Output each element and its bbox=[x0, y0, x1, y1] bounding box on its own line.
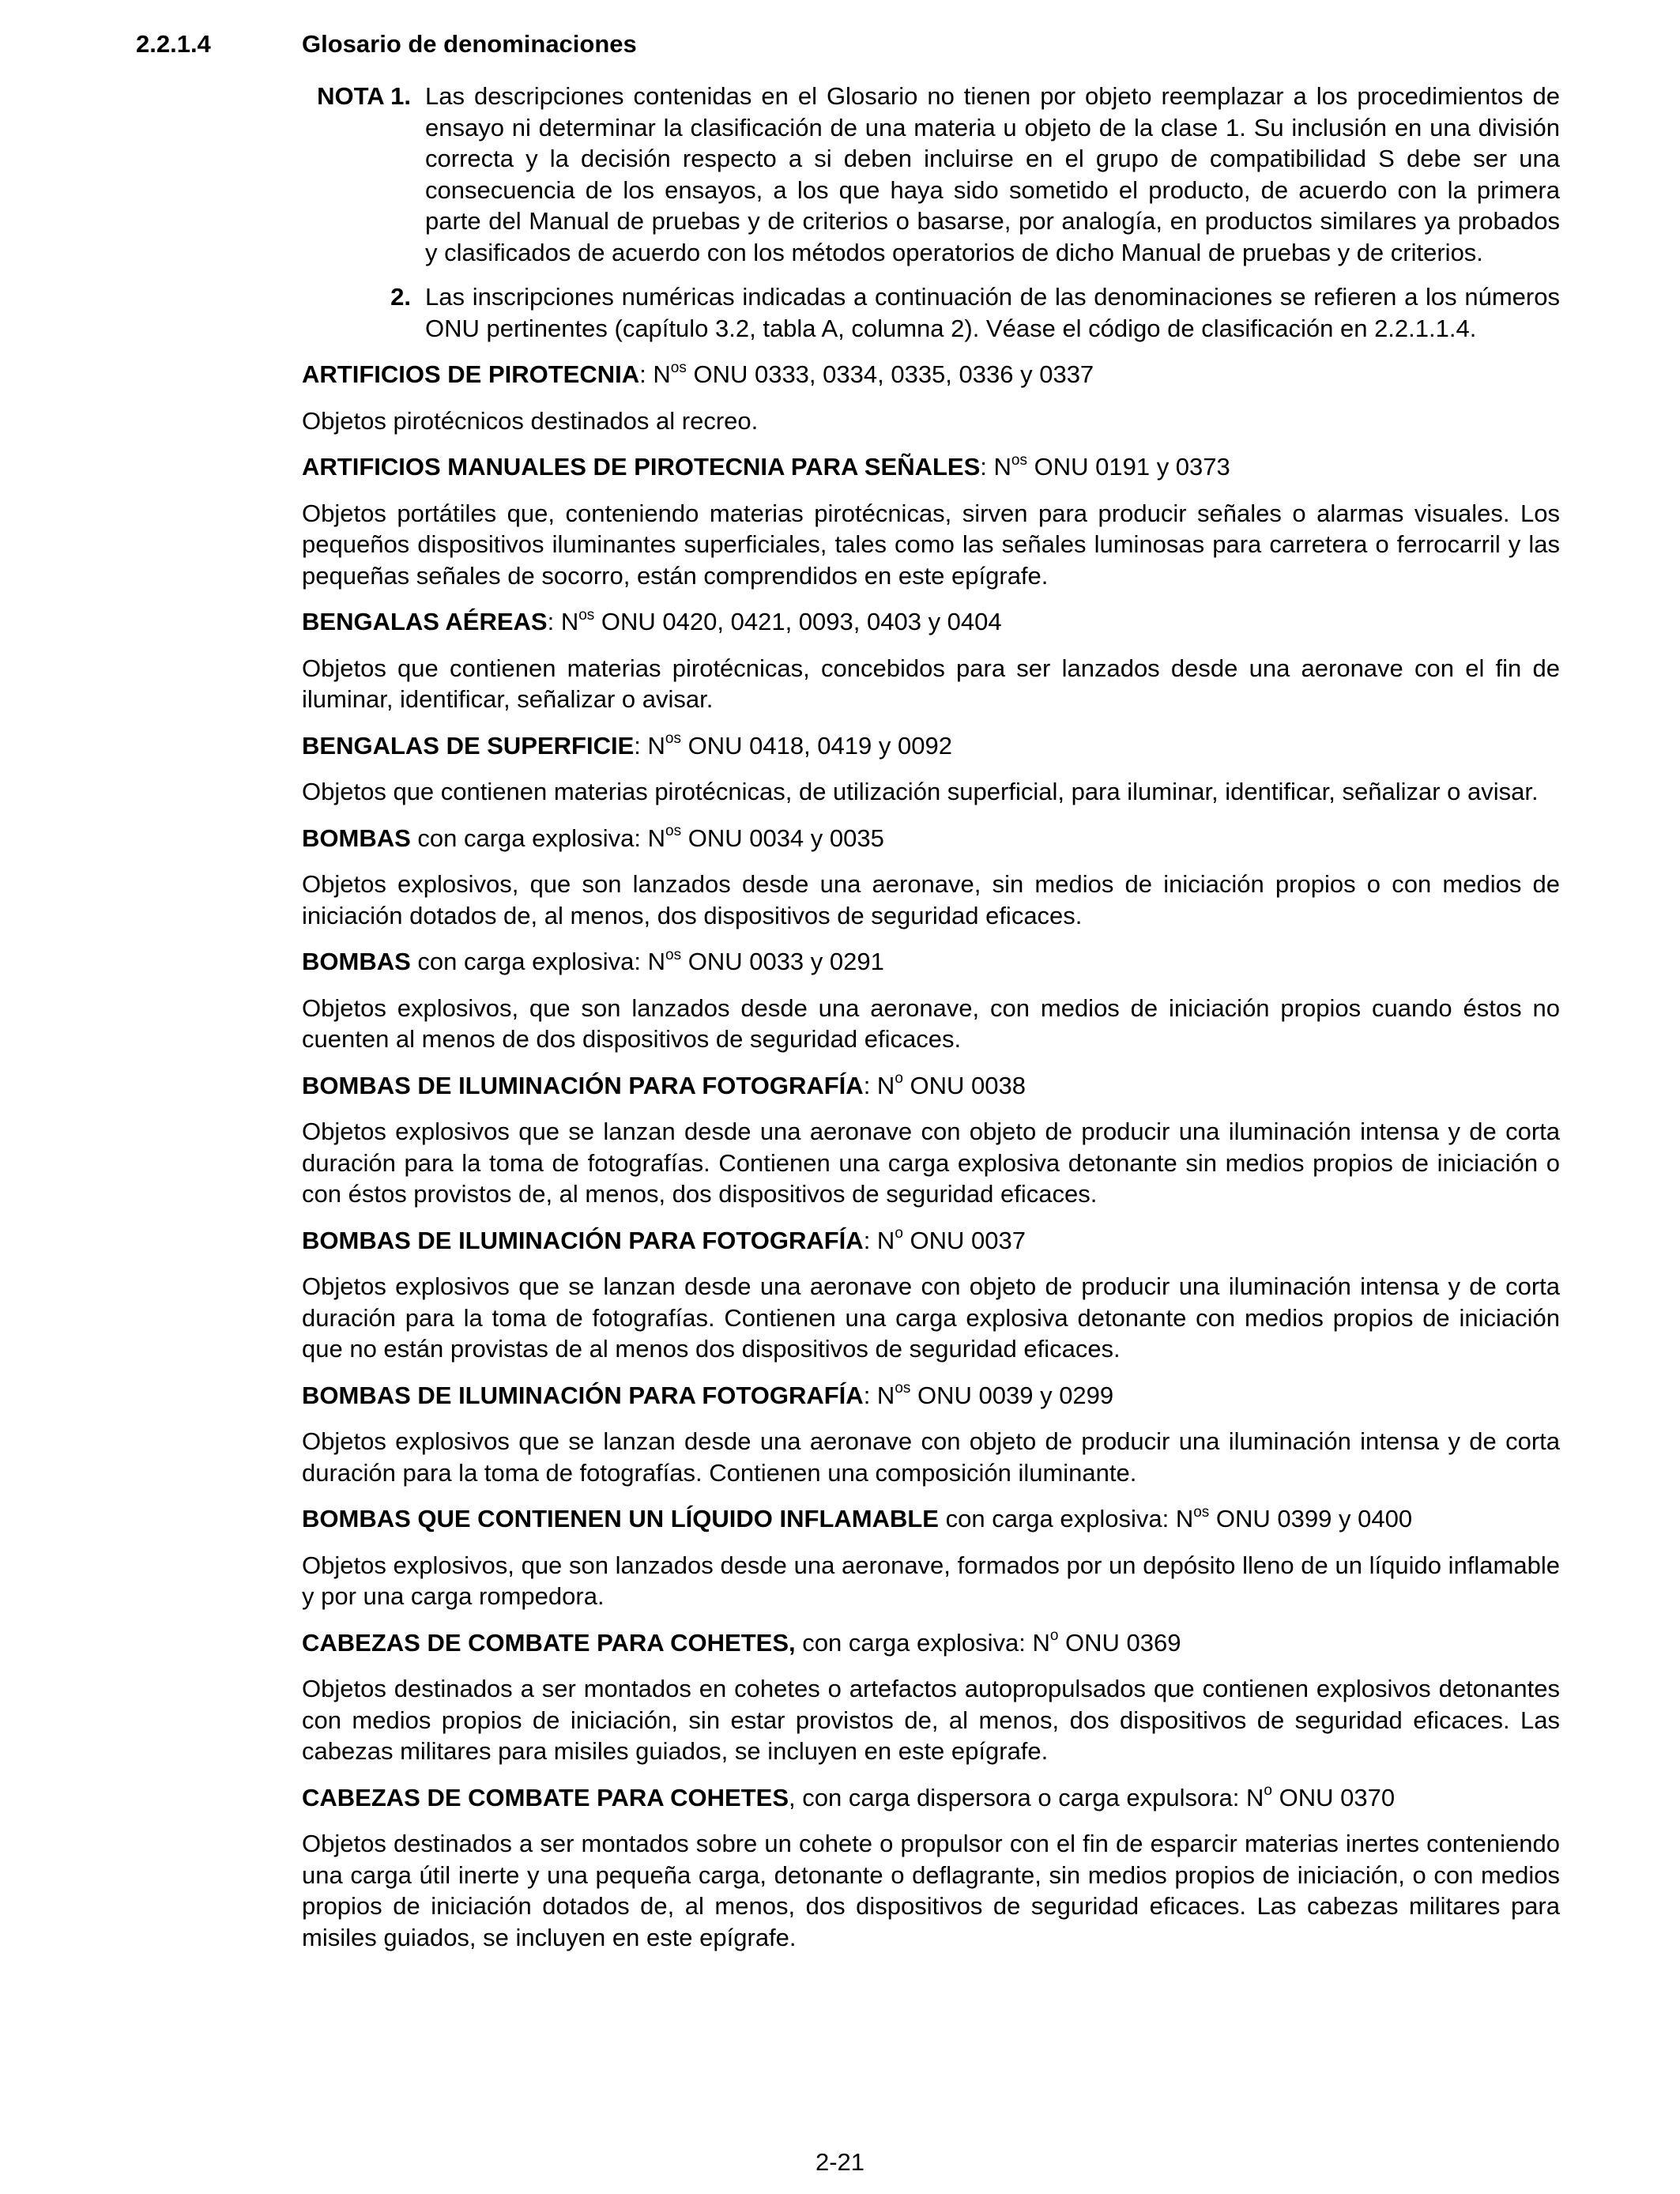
glossary-entry bbox=[302, 1503, 1560, 1612]
entry-description: Objetos explosivos, que son lanzados desde una aeronave, con medios de iniciación propios cuando éstos no cuenten al menos de dos dispositivos de seguridad eficaces. bbox=[302, 993, 1560, 1053]
glossary-entry bbox=[302, 1782, 1560, 1954]
glossary-entry bbox=[302, 730, 1560, 808]
entry-name: CABEZAS DE COMBATE PARA COHETES, bbox=[302, 1628, 796, 1657]
entry-description: Objetos portátiles que, conteniendo materias pirotécnicas, sirven para producir señales o alarmas visuales. Los pequeños dispositivos iluminantes superficiales, tales como las señales luminosas para carretera o ferrocarril y las pequeñas señales de socorro, están comprendidos en este epígrafe. bbox=[302, 499, 1560, 590]
entry-un-numbers: ONU 0034 y 0035 bbox=[681, 824, 884, 852]
entry-heading bbox=[302, 606, 1560, 638]
entry-heading bbox=[302, 1782, 1560, 1814]
entry-number-superscript: o bbox=[895, 1070, 903, 1088]
entry-number-superscript: os bbox=[1011, 451, 1027, 469]
section-number: 2.2.1.4 bbox=[136, 30, 211, 58]
entry-number-superscript: os bbox=[578, 606, 595, 624]
entry-qualifier: con carga explosiva bbox=[410, 824, 635, 852]
entry-un-numbers: ONU 0399 y 0400 bbox=[1209, 1505, 1413, 1532]
entry-number-prefix: : N bbox=[634, 948, 666, 975]
entry-number-superscript: os bbox=[895, 1380, 911, 1397]
entry-number-prefix: : N bbox=[980, 453, 1011, 481]
entry-un-numbers: ONU 0033 y 0291 bbox=[681, 948, 884, 975]
entry-description: Objetos explosivos que se lanzan desde una aeronave con objeto de producir una iluminación intensa y de corta duración para la toma de fotografías. Contienen una carga explosiva detonante sin medios propios de iniciación o con éstos provistos de, al menos, dos dispositivos de seguridad eficaces. bbox=[302, 1118, 1560, 1208]
entry-heading bbox=[302, 1070, 1560, 1102]
entry-qualifier: con carga explosiva bbox=[410, 948, 635, 975]
entry-number-prefix: : N bbox=[639, 360, 671, 388]
glossary-entry bbox=[302, 359, 1560, 436]
entry-description: Objetos explosivos, que son lanzados desde una aeronave, sin medios de iniciación propios o con medios de iniciación dotados de, al menos, dos dispositivos de seguridad eficaces. bbox=[302, 870, 1560, 929]
entry-un-numbers: ONU 0038 bbox=[902, 1071, 1026, 1099]
entry-number-prefix: : N bbox=[1162, 1505, 1194, 1532]
entry-heading bbox=[302, 451, 1560, 483]
entry-name: BOMBAS DE ILUMINACIÓN PARA FOTOGRAFÍA bbox=[302, 1071, 864, 1099]
note-1 bbox=[302, 81, 1560, 268]
entry-heading bbox=[302, 1503, 1560, 1535]
entry-heading bbox=[302, 1627, 1560, 1659]
glossary-entry bbox=[302, 946, 1560, 1055]
glossary-content bbox=[302, 81, 1560, 1953]
entry-description: Objetos que contienen materias pirotécnicas, de utilización superficial, para iluminar, identificar, señalizar o avisar. bbox=[302, 778, 1539, 805]
entry-number-superscript: os bbox=[665, 946, 682, 963]
entry-heading bbox=[302, 1380, 1560, 1412]
entry-number-prefix: : N bbox=[634, 731, 665, 760]
entry-un-numbers: ONU 0370 bbox=[1271, 1783, 1396, 1811]
note-2 bbox=[302, 281, 1560, 344]
entry-number-prefix: : N bbox=[1019, 1628, 1050, 1657]
entry-heading bbox=[302, 1225, 1560, 1257]
entry-number-prefix: : N bbox=[1232, 1783, 1264, 1811]
glossary-entry bbox=[302, 823, 1560, 932]
entry-un-numbers: ONU 0333, 0334, 0335, 0336 y 0337 bbox=[686, 360, 1094, 388]
entry-description: Objetos destinados a ser montados en cohetes o artefactos autopropulsados que contienen explosivos detonantes con medios propios de iniciación, sin estar provistos de, al menos, dos dispositivos de seguridad eficaces. Las cabezas militares para misiles guiados, se incluyen en este epígrafe. bbox=[302, 1675, 1560, 1765]
entry-number-superscript: os bbox=[665, 823, 682, 840]
entry-name: BOMBAS bbox=[302, 824, 411, 852]
entry-name: BOMBAS DE ILUMINACIÓN PARA FOTOGRAFÍA bbox=[302, 1226, 864, 1254]
entry-name: BENGALAS AÉREAS bbox=[302, 608, 548, 635]
glossary-entry bbox=[302, 606, 1560, 715]
entry-number-superscript: o bbox=[1264, 1782, 1272, 1800]
entry-description: Objetos pirotécnicos destinados al recreo. bbox=[302, 406, 759, 435]
entry-number-superscript: o bbox=[1049, 1627, 1059, 1645]
section-title: Glosario de denominaciones bbox=[302, 30, 637, 58]
entry-name: CABEZAS DE COMBATE PARA COHETES bbox=[302, 1783, 789, 1811]
page-number: 2-21 bbox=[815, 2148, 865, 2176]
entry-number-prefix: : N bbox=[863, 1071, 895, 1099]
entry-un-numbers: ONU 0037 bbox=[902, 1226, 1026, 1254]
entry-number-superscript: os bbox=[1193, 1503, 1210, 1521]
note-2-label: 2. bbox=[390, 283, 411, 311]
entry-description: Objetos explosivos que se lanzan desde una aeronave con objeto de producir una iluminación intensa y de corta duración para la toma de fotografías. Contienen una carga explosiva detonante con medios propios de iniciación que no están provistas de al menos dos dispositivos de seguridad eficaces. bbox=[302, 1272, 1560, 1363]
entry-name: BENGALAS DE SUPERFICIE bbox=[302, 731, 635, 760]
entry-un-numbers: ONU 0191 y 0373 bbox=[1027, 453, 1230, 481]
entry-un-numbers: ONU 0369 bbox=[1058, 1628, 1181, 1657]
glossary-entry bbox=[302, 1627, 1560, 1767]
entry-number-superscript: os bbox=[670, 359, 687, 376]
entry-heading bbox=[302, 823, 1560, 854]
entry-heading bbox=[302, 359, 1560, 390]
entry-heading bbox=[302, 946, 1560, 978]
entry-qualifier: , con carga dispersora o carga expulsora bbox=[789, 1783, 1233, 1811]
glossary-entry bbox=[302, 1380, 1560, 1489]
entry-un-numbers: ONU 0418, 0419 y 0092 bbox=[680, 731, 952, 760]
entry-un-numbers: ONU 0039 y 0299 bbox=[910, 1381, 1114, 1409]
entry-description: Objetos destinados a ser montados sobre un cohete o propulsor con el fin de esparcir materias inertes conteniendo una carga útil inerte y una pequeña carga, detonante o deflagrante, sin medios propios de iniciación, o con medios propios de iniciación dotados de, al menos, dos dispositivos de seguridad eficaces. Las cabezas militares para misiles guiados, se incluyen en este epígrafe. bbox=[302, 1830, 1560, 1951]
entry-qualifier: con carga explosiva bbox=[795, 1628, 1019, 1657]
entry-name: BOMBAS DE ILUMINACIÓN PARA FOTOGRAFÍA bbox=[302, 1381, 864, 1409]
note-1-text: Las descripciones contenidas en el Glosario no tienen por objeto reemplazar a los procedimientos de ensayo ni determinar la clasificación de una materia u objeto de la clase 1. Su inclusión en una división correcta y la decisión respecto a si deben incluirse en el grupo de compatibilidad S debe ser una consecuencia de los ensayos, a los que haya sido sometido el producto, de acuerdo con la primera parte del Manual de pruebas y de criterios o basarse, por analogía, en productos similares ya probados y clasificados de acuerdo con los métodos operatorios de dicho Manual de pruebas y de criterios. bbox=[425, 82, 1560, 266]
entry-number-prefix: : N bbox=[863, 1381, 895, 1409]
entry-description: Objetos explosivos, que son lanzados desde una aeronave, formados por un depósito lleno de un líquido inflamable y por una carga rompedora. bbox=[302, 1551, 1560, 1610]
entry-number-prefix: : N bbox=[634, 824, 666, 852]
note-2-text: Las inscripciones numéricas indicadas a continuación de las denominaciones se refieren a los números ONU pertinentes (capítulo 3.2, tabla A, columna 2). Véase el código de clasificación en 2.2.1.1.4. bbox=[425, 283, 1560, 342]
glossary-entries bbox=[302, 359, 1560, 1953]
entry-heading bbox=[302, 730, 1560, 762]
glossary-entry bbox=[302, 1225, 1560, 1365]
entry-number-superscript: os bbox=[665, 730, 681, 748]
entry-number-superscript: o bbox=[895, 1225, 903, 1242]
entry-name: ARTIFICIOS MANUALES DE PIROTECNIA PARA SEÑALES bbox=[302, 453, 981, 481]
entry-qualifier: con carga explosiva bbox=[939, 1505, 1162, 1532]
glossary-entry bbox=[302, 1070, 1560, 1210]
entry-name: ARTIFICIOS DE PIROTECNIA bbox=[302, 360, 640, 388]
note-1-label: NOTA 1. bbox=[317, 82, 411, 110]
glossary-entry bbox=[302, 451, 1560, 591]
entry-number-prefix: : N bbox=[863, 1226, 895, 1254]
entry-un-numbers: ONU 0420, 0421, 0093, 0403 y 0404 bbox=[594, 608, 1002, 635]
entry-name: BOMBAS QUE CONTIENEN UN LÍQUIDO INFLAMABLE bbox=[302, 1505, 939, 1532]
entry-name: BOMBAS bbox=[302, 948, 411, 975]
entry-description: Objetos que contienen materias pirotécnicas, concebidos para ser lanzados desde una aeronave con el fin de iluminar, identificar, señalizar o avisar. bbox=[302, 654, 1560, 713]
entry-description: Objetos explosivos que se lanzan desde una aeronave con objeto de producir una iluminación intensa y de corta duración para la toma de fotografías. Contienen una composición iluminante. bbox=[302, 1427, 1560, 1487]
entry-number-prefix: : N bbox=[547, 608, 579, 635]
